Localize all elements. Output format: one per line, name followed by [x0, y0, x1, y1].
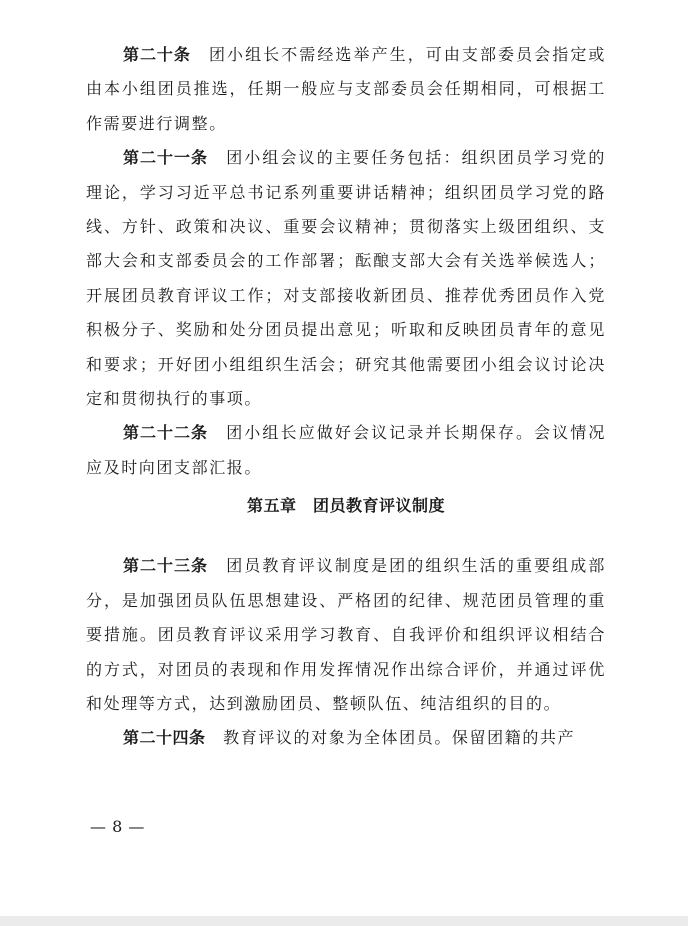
article-22-text: 团小组长应做好会议记录并长期保存。会议情况应及时向团支部汇报。	[86, 423, 606, 477]
article-20-paragraph	[86, 38, 606, 141]
article-22-heading: 第二十二条	[123, 423, 209, 443]
article-20-text: 团小组长不需经选举产生，可由支部委员会指定或由本小组团员推选，任期一般应与支部委员会任期相同，可根据工作需要进行调整。	[86, 45, 606, 133]
article-21-heading: 第二十一条	[123, 148, 209, 168]
article-23-heading: 第二十三条	[123, 556, 209, 576]
article-20-heading: 第二十条	[123, 45, 191, 64]
page-number: — 8 —	[90, 817, 145, 836]
article-21-text: 团小组会议的主要任务包括：组织团员学习党的理论，学习习近平总书记系列重要讲话精神；组织团员学习党的路线、方针、政策和决议、重要会议精神；贯彻落实上级团组织、支部大会和支部委员会的工作部署；酝酿支部大会有关选举候选人；开展团员教育评议工作；对支部接收新团员、推荐优秀团员作入党积极分子、奖励和处分团员提出意见；听取和反映团员青年的意见和要求；开好团小组组织生活会；研究其他需要团小组会议讨论决定和贯彻执行的事项。	[86, 148, 606, 409]
article-24-paragraph	[86, 721, 606, 755]
article-22-paragraph	[86, 416, 606, 485]
article-21-paragraph	[86, 141, 606, 416]
chapter-title: 第五章 团员教育评议制度	[246, 496, 445, 516]
article-24-text: 教育评议的对象为全体团员。保留团籍的共产	[223, 728, 576, 748]
article-24-heading: 第二十四条	[123, 728, 206, 748]
article-23-paragraph	[86, 549, 606, 721]
page-content	[86, 38, 606, 756]
article-23-text: 团员教育评议制度是团的组织生活的重要组成部分，是加强团员队伍思想建设、严格团的纪律、规范团员管理的重要措施。团员教育评议采用学习教育、自我评价和组织评议相结合的方式，对团员的表现和作用发挥情况作出综合评价，并通过评优和处理等方式，达到激励团员、整顿队伍、纯洁组织的目的。	[86, 556, 606, 713]
